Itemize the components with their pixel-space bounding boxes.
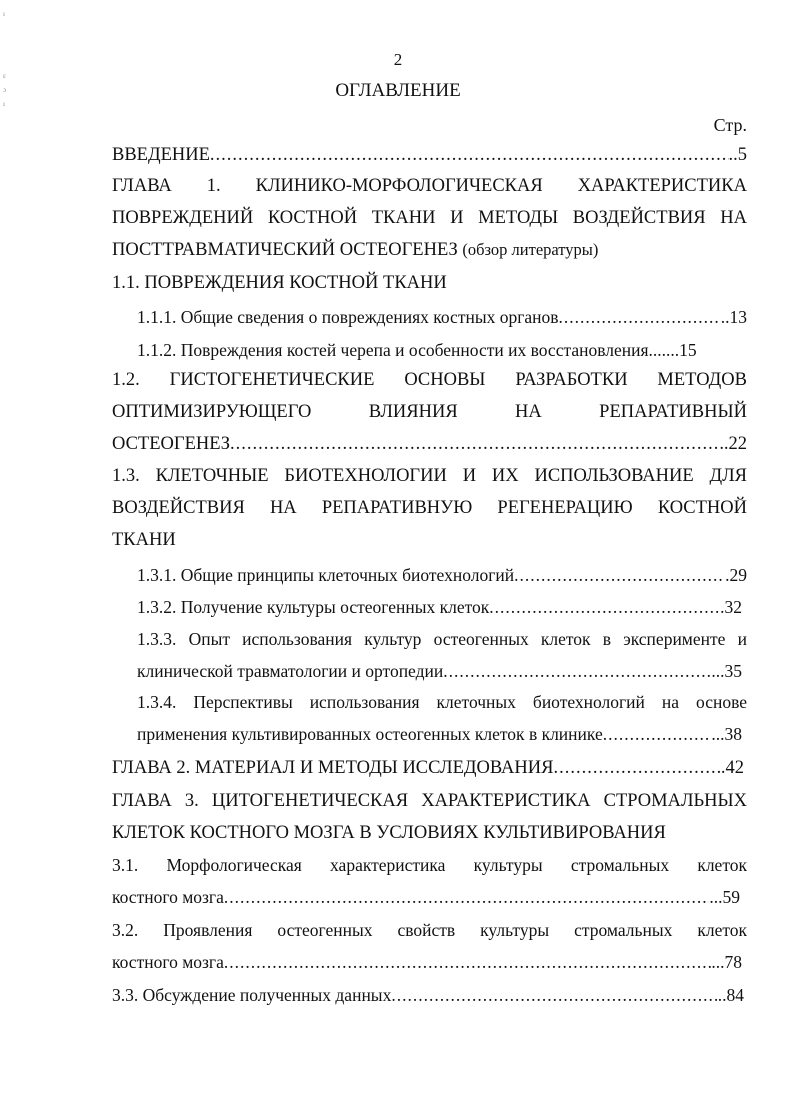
toc-entry-label: 3.2. Проявления остеогенных свойств культуры стромальных клеток: [112, 920, 747, 940]
toc-entry-label: 3.3. Обсуждение полученных данных: [112, 985, 392, 1005]
toc-entry-label: ОПТИМИЗИРУЮЩЕГО ВЛИЯНИЯ НА РЕПАРАТИВНЫЙ: [112, 402, 747, 422]
toc-entry-label: 1.1.2. Повреждения костей черепа и особенности их восстановления: [137, 340, 649, 360]
toc-page-number: ..13: [720, 307, 747, 327]
toc-entry-label: 1.3.3. Опыт использования культур остеогенных клеток в эксперименте и: [137, 629, 747, 649]
toc-entry-label: 1.3. КЛЕТОЧНЫЕ БИОТЕХНОЛОГИИ И ИХ ИСПОЛЬЗОВАНИЕ ДЛЯ: [112, 466, 747, 486]
page-number: 2: [393, 50, 403, 69]
toc-entry-label: КЛЕТОК КОСТНОГО МОЗГА В УСЛОВИЯХ КУЛЬТИВИРОВАНИЯ: [112, 823, 666, 843]
page-column-label: Стр.: [713, 115, 747, 135]
toc-entry-label: ОСТЕОГЕНЕЗ: [112, 434, 231, 454]
toc-entry-note: (обзор литературы): [462, 240, 599, 259]
page-title: ОГЛАВЛЕНИЕ: [335, 80, 461, 101]
margin-mark: ı: [3, 100, 5, 108]
toc-page-number: ...59: [709, 887, 740, 907]
toc-page-number: .29: [725, 565, 747, 585]
leader-dots: [224, 952, 711, 973]
leader-dots: [553, 758, 720, 779]
toc-page-number: .22: [723, 434, 747, 454]
leader-dots: [559, 307, 721, 328]
leader-dots: [230, 434, 724, 455]
toc-page-number: ...35: [711, 661, 742, 681]
toc-page-number: ..84: [717, 985, 744, 1005]
leader-dots: [603, 724, 712, 745]
toc-entry-label: 3.1. Морфологическая характеристика культуры стромальных клеток: [112, 855, 747, 875]
toc-entry-label: 1.3.2. Получение культуры остеогенных клеток: [137, 597, 490, 617]
toc-page-number: .......15: [648, 340, 697, 360]
leader-dots: [443, 661, 711, 682]
toc-entry-label: клинической травматологии и ортопедии: [137, 661, 444, 681]
leader-dots: [224, 887, 709, 908]
toc-entry-label: ПОСТТРАВМАТИЧЕСКИЙ ОСТЕОГЕНЕЗ: [112, 240, 458, 260]
toc-entry-label: ГЛАВА 3. ЦИТОГЕНЕТИЧЕСКАЯ ХАРАКТЕРИСТИКА СТРОМАЛЬНЫХ: [112, 791, 747, 811]
toc-page-number: .42: [720, 758, 744, 778]
toc-entry-label: 1.2. ГИСТОГЕНЕТИЧЕСКИЕ ОСНОВЫ РАЗРАБОТКИ МЕТОДОВ: [112, 370, 747, 390]
margin-mark: ɔ: [3, 86, 7, 94]
leader-dots: [489, 597, 720, 618]
toc-entry-label: 1.1.1. Общие сведения о повреждениях костных органов: [137, 307, 559, 327]
toc-entry-label: применения культивированных остеогенных клеток в клинике: [137, 724, 603, 744]
toc-entry-label: ВОЗДЕЙСТВИЯ НА РЕПАРАТИВНУЮ РЕГЕНЕРАЦИЮ КОСТНОЙ: [112, 498, 747, 518]
toc-entry-label: ГЛАВА 2. МАТЕРИАЛ И МЕТОДЫ ИССЛЕДОВАНИЯ: [112, 758, 554, 778]
toc-entry-label: 1.3.4. Перспективы использования клеточных биотехнологий на основе: [137, 692, 747, 712]
toc-entry-label: ГЛАВА 1. КЛИНИКО-МОРФОЛОГИЧЕСКАЯ ХАРАКТЕРИСТИКА: [112, 176, 747, 196]
toc-entry-label: ВВЕДЕНИЕ: [112, 145, 210, 165]
toc-entry-label: костного мозга: [112, 952, 224, 972]
leader-dots: [210, 145, 729, 166]
toc-entry-label: 1.3.1. Общие принципы клеточных биотехнологий: [137, 565, 515, 585]
toc-entry-label: костного мозга: [112, 887, 224, 907]
margin-mark: ε: [3, 72, 6, 80]
toc-page-number: ..5: [728, 145, 747, 165]
margin-mark: ı: [3, 10, 5, 18]
leader-dots: [514, 565, 725, 586]
toc-entry-label: ПОВРЕЖДЕНИЙ КОСТНОЙ ТКАНИ И МЕТОДЫ ВОЗДЕЙСТВИЯ НА: [112, 208, 747, 228]
toc-page-number: .32: [720, 597, 742, 617]
toc-page-number: ...78: [711, 952, 742, 972]
leader-dots: [391, 985, 717, 1006]
toc-page-number: ...38: [711, 724, 742, 744]
toc-entry-label: ТКАНИ: [112, 530, 176, 550]
toc-entry-label: 1.1. ПОВРЕЖДЕНИЯ КОСТНОЙ ТКАНИ: [112, 273, 447, 293]
